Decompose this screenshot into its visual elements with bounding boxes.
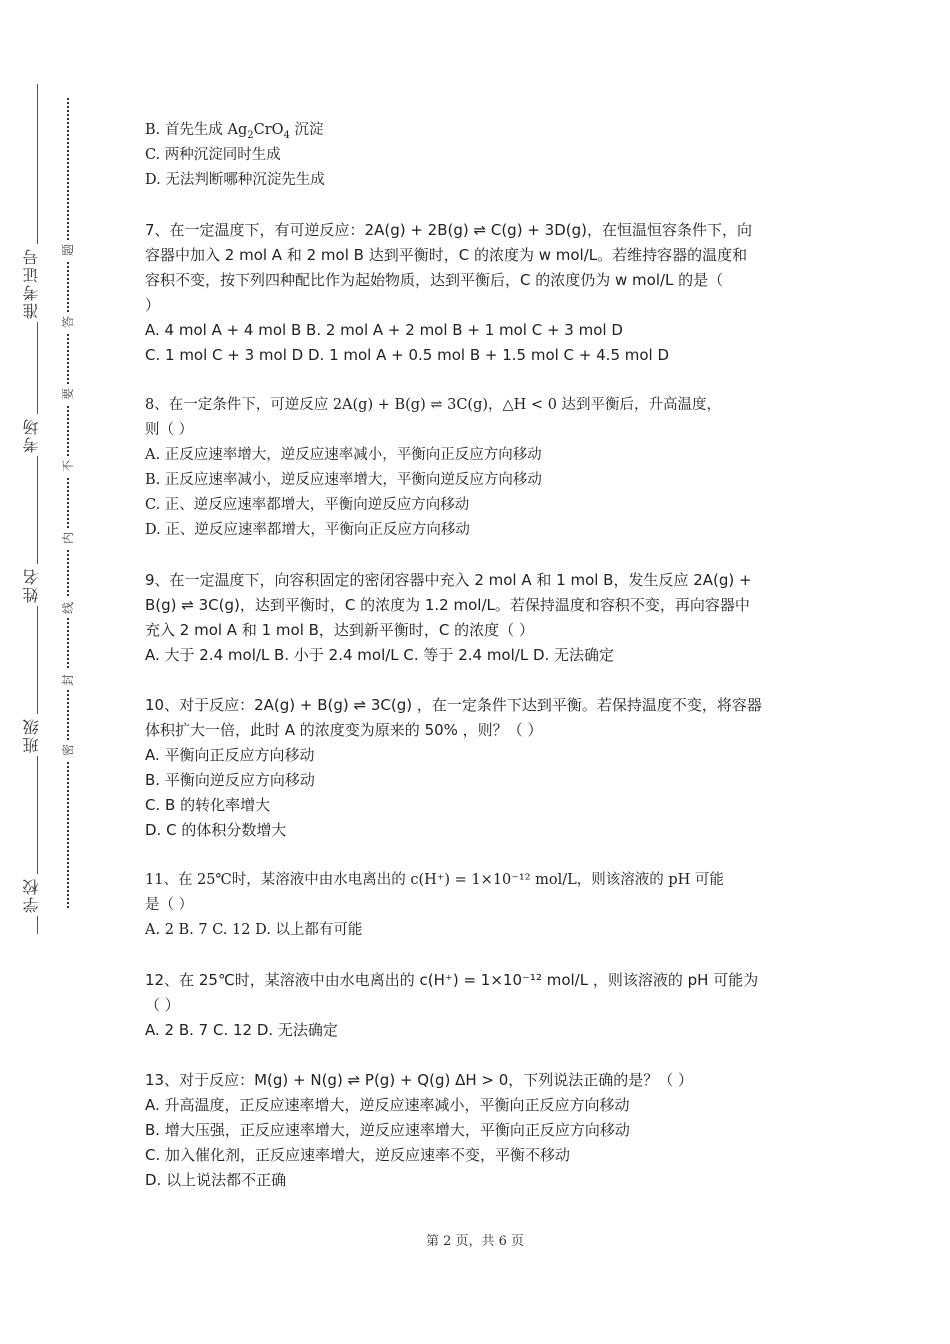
field-school-label: 学校 xyxy=(18,874,46,916)
seal-char: 答 xyxy=(58,312,78,332)
seal-char: 题 xyxy=(58,240,78,260)
field-exam-room-label: 考场 xyxy=(18,414,46,456)
option-d: D. 无法判断哪种沉淀先生成 xyxy=(145,172,325,188)
question-9 xyxy=(145,568,815,668)
question-options-line: A. 2 B. 7 C. 12 D. 无法确定 xyxy=(145,1021,338,1039)
question-12 xyxy=(145,968,815,1043)
seal-char: 要 xyxy=(58,384,78,404)
question-option-b: B. 增大压强，正反应速率增大，逆反应速率增大，平衡向正反应方向移动 xyxy=(145,1121,630,1139)
binding-fill-line xyxy=(37,84,38,934)
field-name-label: 姓名 xyxy=(18,564,46,606)
question-stem-line: 7、在一定温度下，有可逆反应：2A(g) + 2B(g) ⇌ C(g) + 3D(g)，在恒温恒容条件下，向 xyxy=(145,221,752,239)
question-stem-line: B(g) ⇌ 3C(g)，达到平衡时，C 的浓度为 1.2 mol/L。若保持温度和容积不变，再向容器中 xyxy=(145,596,750,614)
seal-char: 封 xyxy=(58,670,78,690)
question-option-a: A. 平衡向正反应方向移动 xyxy=(145,746,315,764)
question-option-c: C. 加入催化剂，正反应速率增大，逆反应速率不变，平衡不移动 xyxy=(145,1146,571,1164)
question-options-line: C. 1 mol C + 3 mol D D. 1 mol A + 0.5 mol B + 1.5 mol C + 4.5 mol D xyxy=(145,346,670,364)
question-option-a: A. 升高温度，正反应速率增大，逆反应速率减小，平衡向正反应方向移动 xyxy=(145,1096,630,1114)
option-b: B. 首先生成 $Ag_2CrO_4$ 沉淀 xyxy=(145,122,324,141)
question-option-d: D. 以上说法都不正确 xyxy=(145,1171,287,1189)
seal-dotted-line xyxy=(67,98,69,908)
question-13 xyxy=(145,1068,815,1193)
question-stem-line: 10、对于反应：2A(g) + B(g) ⇌ 3C(g) ，在一定条件下达到平衡。若保持温度不变，将容器 xyxy=(145,696,762,714)
question-options-line: A. 4 mol A + 4 mol B B. 2 mol A + 2 mol B + 1 mol C + 3 mol D xyxy=(145,321,623,339)
question-option-c: C. B 的转化率增大 xyxy=(145,796,271,814)
question-option-d: D. C 的体积分数增大 xyxy=(145,821,287,839)
seal-char: 线 xyxy=(58,598,78,618)
field-admission-number-label: 准考证号 xyxy=(18,244,46,322)
page-number-footer: 第 2 页，共 6 页 xyxy=(425,1234,525,1249)
question-stem-line: 12、在 25℃时，某溶液中由水电离出的 c(H⁺) = 1×10⁻¹² mol/L ，则该溶液的 pH 可能为 xyxy=(145,971,759,989)
question-stem-line: （ ） xyxy=(145,996,180,1014)
question-stem-line: 容积不变，按下列四种配比作为起始物质，达到平衡后，C 的浓度仍为 w mol/L 的是（ xyxy=(145,271,724,289)
seal-char: 密 xyxy=(58,740,78,760)
question-option-d: D. 正、逆反应速率都增大，平衡向正反应方向移动 xyxy=(145,522,470,538)
binding-info-column xyxy=(18,84,46,934)
question-option-b: B. 正反应速率减小，逆反应速率增大，平衡向逆反应方向移动 xyxy=(145,472,542,488)
question-stem-line: 8、在一定条件下，可逆反应 2A(g) + B(g) ⇌ 3C(g)，△H < 0 达到平衡后，升高温度， xyxy=(145,397,722,413)
question-stem-line: ） xyxy=(145,296,161,314)
question-stem-line: 体积扩大一倍，此时 A 的浓度变为原来的 50% ，则？（ ） xyxy=(145,721,543,739)
seal-line xyxy=(58,98,78,908)
option-c: C. 两种沉淀同时生成 xyxy=(145,147,281,163)
question-8 xyxy=(145,393,815,543)
question-stem-line: 11、在 25℃时，某溶液中由水电离出的 c(H⁺) = 1×10⁻¹² mol/L，则该溶液的 pH 可能 xyxy=(145,872,724,888)
question-stem-line: 9、在一定温度下，向容积固定的密闭容器中充入 2 mol A 和 1 mol B，发生反应 2A(g) + xyxy=(145,571,752,589)
seal-char: 不 xyxy=(58,456,78,476)
question-stem-line: 13、对于反应：M(g) + N(g) ⇌ P(g) + Q(g) ΔH > 0，下列说法正确的是？（ ） xyxy=(145,1071,694,1089)
question-option-c: C. 正、逆反应速率都增大，平衡向逆反应方向移动 xyxy=(145,497,470,513)
question-stem-line: 是（ ） xyxy=(145,897,194,913)
prev-question-options xyxy=(145,118,815,193)
question-options-line: A. 大于 2.4 mol/L B. 小于 2.4 mol/L C. 等于 2.4 mol/L D. 无法确定 xyxy=(145,646,615,664)
question-option-b: B. 平衡向逆反应方向移动 xyxy=(145,771,315,789)
field-class-label: 班级 xyxy=(18,714,46,756)
question-stem-line: 则（ ） xyxy=(145,422,194,438)
question-option-a: A. 正反应速率增大，逆反应速率减小，平衡向正反应方向移动 xyxy=(145,447,542,463)
question-10 xyxy=(145,693,815,843)
question-stem-line: 充入 2 mol A 和 1 mol B，达到新平衡时，C 的浓度（ ） xyxy=(145,621,534,639)
question-7 xyxy=(145,218,815,368)
question-content xyxy=(145,118,815,1193)
question-options-line: A. 2 B. 7 C. 12 D. 以上都有可能 xyxy=(145,922,363,938)
seal-char: 内 xyxy=(58,528,78,548)
question-stem-line: 容器中加入 2 mol A 和 2 mol B 达到平衡时，C 的浓度为 w mol/L。若维持容器的温度和 xyxy=(145,246,748,264)
question-11 xyxy=(145,868,815,943)
